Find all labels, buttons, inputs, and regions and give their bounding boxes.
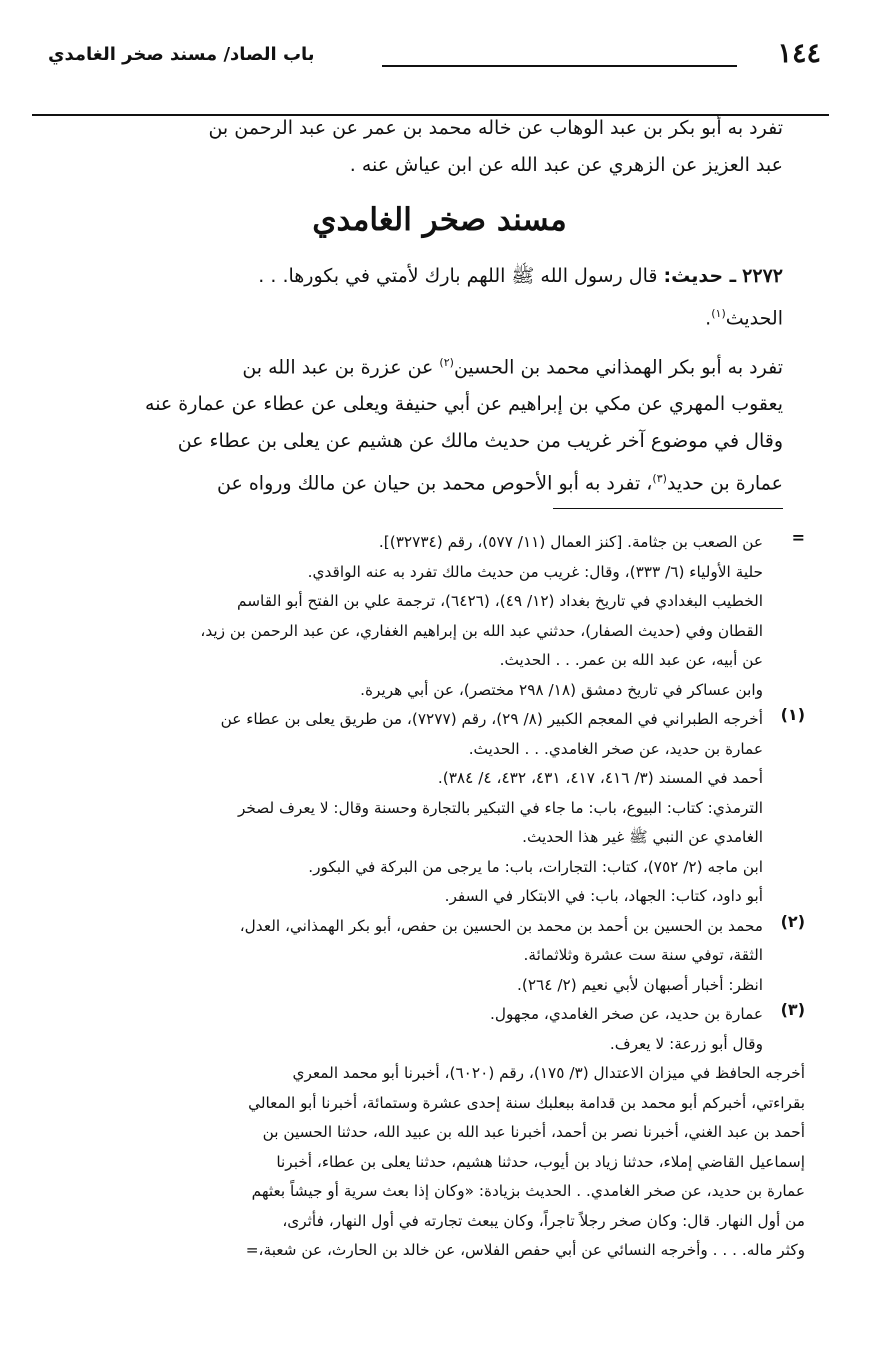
hadith-text: قال رسول الله ﷺ اللهم بارك لأمتي في بكورها. . . [258, 265, 658, 287]
narration-paragraph [60, 344, 783, 503]
footnote-line: وابن عساكر في تاريخ دمشق (١٨/ ٢٩٨ مختصر)، عن أبي هريرة. [360, 680, 763, 699]
narration-line [60, 344, 783, 386]
footnote-1 [60, 705, 805, 912]
footnote-line: عن الصعب بن جثامة. [كنز العمال (١١/ ٥٧٧)، رقم (٣٢٧٣٤)]. [378, 533, 763, 551]
narration-line: يعقوب المهري عن مكي بن إبراهيم عن أبي حنيفة ويعلى عن عطاء عن عمارة عنه [145, 393, 783, 416]
footnote-mark: (٣) [780, 1000, 805, 1019]
page-number: ١٤٤ [777, 38, 821, 69]
footnote-mark: (٢) [780, 911, 805, 931]
hadith-text: الحديث [725, 307, 783, 330]
footnote-line: محمد بن الحسين بن أحمد بن محمد بن الحسين بن حفص، أبو بكر الهمذاني، العدل، [239, 916, 763, 935]
footnote-line: أخرجه الحافظ في ميزان الاعتدال (٣/ ١٧٥)، رقم (٦٠٢٠)، أخبرنا أبو محمد المعري [292, 1064, 805, 1082]
footnote-continuation [60, 528, 805, 705]
footnote-line: من أول النهار. قال: وكان صخر رجلاً تاجراً، وكان يبعث تجارته في أول النهار، فأثرى، [282, 1211, 805, 1230]
footnote-line: وقال أبو زرعة: لا يعرف. [609, 1034, 763, 1053]
footnote-line: الترمذي: كتاب: البيوع، باب: ما جاء في التبكير بالتجارة وحسنة وقال: لا يعرف لصخر [237, 798, 763, 817]
hadith-keyword: ـ حديث: [663, 265, 737, 287]
footnote-line: ابن ماجه (٢/ ٧٥٢)، كتاب: التجارات، باب: ما يرجى من البركة في البكور. [308, 857, 763, 876]
hadith-end: . [705, 307, 712, 330]
hadith-line [60, 295, 783, 337]
footnote-mark: (١) [780, 705, 805, 724]
footnote-line: أحمد بن عبد الغني، أخبرنا نصر بن أحمد، أخبرنا عبد الله بن عبيد الله، حدثنا الحسين بن [262, 1123, 805, 1141]
narration-text: عن عزرة بن عبد الله بن [242, 356, 434, 379]
footnote-line: أخرجه الطبراني في المعجم الكبير (٨/ ٢٩)، رقم (٧٢٧٧)، من طريق يعلى بن عطاء عن [220, 710, 763, 728]
hadith-number: ٢٢٧٢ [742, 265, 783, 287]
footnote-ref: (٣) [652, 472, 667, 486]
section-heading: مسند صخر الغامدي [312, 202, 567, 238]
narration-text: تفرد به أبو بكر الهمذاني محمد بن الحسين [453, 356, 783, 379]
footnote-line: عن أبيه، عن عبد الله بن عمر. . . الحديث. [499, 651, 763, 669]
footnote-line: وكثر ماله. . . . وأخرجه النسائي عن أبي حفص الفلاس، عن خالد بن الحارث، عن شعبة،= [245, 1241, 805, 1259]
page-header [42, 38, 821, 74]
footnote-2 [60, 912, 805, 1001]
running-title: باب الصاد/ مسند صخر الغامدي [48, 44, 315, 65]
footnote-line: بقراءتي، أخبركم أبو محمد بن قدامة ببعلبك سنة إحدى عشرة وستمائة، أخبرنا أبو المعالي [248, 1093, 805, 1112]
header-rule [382, 65, 737, 67]
footnote-ref: (٢) [439, 356, 454, 369]
intro-line: عبد العزيز عن الزهري عن عبد الله عن ابن عياش عنه . [349, 154, 783, 176]
footnotes [60, 528, 805, 1266]
footnote-line: عمارة بن حديد، عن صخر الغامدي. . . الحديث. [468, 739, 763, 758]
footnote-line: أبو داود، كتاب: الجهاد، باب: في الابتكار في السفر. [444, 887, 763, 905]
footnote-line: القطان وفي (حديث الصفار)، حدثني عبد الله بن إبراهيم الغفاري، عن عبد الرحمن بن زيد، [200, 621, 763, 640]
intro-line: تفرد به أبو بكر بن عبد الوهاب عن خاله محمد بن عمر عن عبد الرحمن بن [208, 117, 783, 139]
footnote-mark: = [791, 528, 805, 547]
footnote-line: الخطيب البغدادي في تاريخ بغداد (١٢/ ٤٩)، (٦٤٢٦)، ترجمة علي بن الفتح أبو القاسم [237, 592, 763, 610]
footnote-line: عمارة بن حديد، عن صخر الغامدي. . الحديث بزيادة: «وكان إذا بعث سرية أو جيشاً بعثهم [251, 1182, 805, 1200]
hadith-entry [60, 258, 783, 337]
hadith-line [60, 258, 783, 295]
footnote-line: حلية الأولياء (٦/ ٣٣٣)، وقال: غريب من حديث مالك تفرد به عنه الواقدي. [307, 562, 763, 581]
footnote-line: الغامدي عن النبي ﷺ غير هذا الحديث. [522, 828, 763, 846]
footnote-line: إسماعيل القاضي إملاء، حدثنا زياد بن أيوب، حدثنا هشيم، حدثنا يعلى بن عطاء، أخبرنا [276, 1152, 805, 1171]
intro-paragraph [60, 110, 783, 184]
footnote-line: أحمد في المسند (٣/ ٤١٦، ٤١٧، ٤٣١، ٤٣٢، ٤/ ٣٨٤). [437, 769, 763, 787]
footnote-line: الثقة، توفي سنة ست عشرة وثلاثمائة. [523, 946, 763, 964]
footnote-ref: (١) [711, 307, 726, 320]
footnote-line: انظر: أخبار أصبهان لأبي نعيم (٢/ ٢٦٤). [516, 975, 763, 994]
narration-line [60, 460, 783, 502]
narration-text: عمارة بن حديد [666, 472, 783, 495]
narration-text: ، تفرد به أبو الأحوص محمد بن حيان عن مالك ورواه عن [217, 472, 653, 495]
footnote-separator [553, 508, 783, 509]
narration-line: وقال في موضوع آخر غريب من حديث مالك عن هشيم عن يعلى بن عطاء عن [177, 430, 783, 453]
footnote-line: عمارة بن حديد، عن صخر الغامدي، مجهول. [490, 1005, 763, 1023]
footnote-3 [60, 1000, 805, 1266]
